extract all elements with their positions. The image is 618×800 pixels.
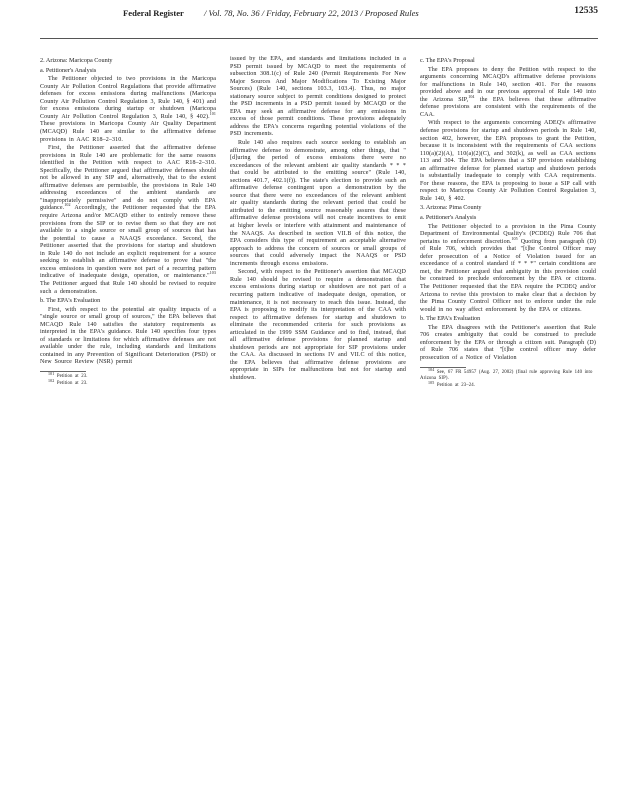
paragraph: The Petitioner objected to two provisions in the Maricopa County Air Pollution Control Regulations that provide affirmative defenses for excess emissions during malfunctions (Maricopa County Air Pollution Control Regulation 3, Rule 140, § 401) and for excess emissions during startup or shutdown (Maricopa County Air Pollution Control Regulation 3, Rule 140, § 402).$^{101}$ These provisions in Maricopa County Air Quality Department (MCAQD) Rule 140 are similar to the affirmative defense provisions in AAC R18–2–310. [40,76,216,143]
footnote: $^{105}$ Petition at 23–24. [428,379,475,388]
footnote: $^{101}$ Petition at 23. [48,371,88,380]
paragraph: issued by the EPA, and standards and limitations included in a PSD permit issued by MCAQD to meet the requirements of subsection 308.1(c) of Rule 240 (Permit Requirements For New Major Sources And Major Modifications To Existing Major Sources) (Rule 140, sections 103.3, 103.4). Thus, no major stationary source subject to permit conditions designed to protect the PSD increments in a PSD permit issued by MCAQD or the EPA may seek an affirmative defense for any emissions in excess of those permit conditions. These provisions adequately address the EPA's concerns regarding potential violations of the PSD increments. [230,56,406,138]
publication-name: Federal Register [123,8,184,18]
page-number: 12535 [574,6,598,16]
page-header [0,0,618,44]
footnote: $^{104}$ See, 67 FR 54957 (Aug. 27, 2002) (final rule approving Rule 140 into Arizona SIP). [420,366,593,381]
footnote-ref[interactable]: 105 [511,235,518,241]
subheading: b. The EPA's Evaluation [40,297,101,305]
paragraph: Rule 140 also requires each source seeking to establish an affirmative defense to demonstrate, among other things, that "[d]uring the period of excess emissions there were no exceedances of the relevant ambient air quality standards * * * that could be attributed to the emitting source" (Rule 140, sections 401.7, 402.1(f)). The state's election to provide such an affirmative defense contingent upon a demonstration by the source that there were no exceedances of the relevant ambient air quality standards during the relevant period that could be attributed to the emitting source reasonably assures that these affirmative defense provisions will not create incentives to emit at higher levels or interfere with attainment and maintenance of the NAAQS. As described in section VII.B of this notice, the EPA considers this type of requirement an acceptable alternative approach to address the concern of sources or small groups of sources that could adversely impact the NAAQS or PSD increments through excess emissions. [230,140,406,267]
subheading: b. The EPA's Evaluation [420,315,481,323]
section-heading: 2. Arizona: Maricopa County [40,57,113,64]
column-right [420,56,596,788]
paragraph: Second, with respect to the Petitioner's assertion that MCAQD Rule 140 should be revised to require a demonstration that excess emissions during startup or shutdown are not part of a recurring pattern indicative of inadequate design, operation, or maintenance, it is not necessary to reach this issue. Instead, the EPA is proposing to modify its interpretation of the CAA with respect to affirmative defenses for startup and shutdown to eliminate the recommended criteria for such provisions as articulated in the 1999 SSM Guidance and to find, instead, that all affirmative defense provisions for planned startup and shutdown periods are not appropriate for SIP provisions under the CAA. As discussed in sections IV and VII.C of this notice, the EPA believes that affirmative defense provisions are appropriate in SIPs for malfunctions but not for startup and shutdown. [230,269,406,381]
footnote-ref[interactable]: 101 [209,110,216,116]
column-left [40,56,216,788]
section-heading: 3. Arizona: Pima County [420,204,482,212]
paragraph: The EPA proposes to deny the Petition with respect to the arguments concerning MCAQD's affirmative defense provisions for malfunctions in Rule 140, section 401. For the reasons provided above and in our previous approval of Rule 140 into the Arizona SIP,$^{104}$ the EPA believes that these affirmative defense provisions are consistent with the requirements of the CAA. [420,66,596,118]
footnote-rule [420,367,466,368]
footnote: $^{102}$ Petition at 23. [48,378,88,387]
paragraph: First, the Petitioner asserted that the affirmative defense provisions in Rule 140 are problematic for the same reasons identified in the Petition with respect to AAC R18–2–310. Specifically, the Petitioner argued that affirmative defenses should not be allowed in any SIP and, alternatively, that to the extent affirmative defenses are permissible, the provisions in Rule 140 addressing exceedances of the ambient standards are "inappropriately permissive" and do not comply with EPA guidance.$^{102}$ Accordingly, the Petitioner requested that the EPA require Arizona and/or MCAQD either to entirely remove these provisions from the SIP or to revise them so that they are not available to a single source or small group of sources that has the potential to cause a NAAQS exceedance. Second, the Petitioner asserted that the provisions for startup and shutdown in Rule 140 do not include an explicit requirement for a source seeking to establish an affirmative defense to prove that "the excess emissions in question were not part of a recurring pattern indicative of inadequate design, operation, or maintenance."$^{103}$ The Petitioner argued that Rule 140 should be revised to require such a demonstration. [40,145,216,295]
issue-info: / Vol. 78, No. 36 / Friday, February 22, 2013 / Proposed Rules [204,8,419,18]
footnote-ref[interactable]: 102 [64,202,71,208]
subheading: a. Petitioner's Analysis [40,66,97,74]
header-rule [40,38,598,39]
column-middle [230,56,406,788]
paragraph: The EPA disagrees with the Petitioner's assertion that Rule 706 creates ambiguity that could be construed to preclude enforcement by the EPA or through a citizen suit. Paragraph (D) of Rule 706 states that "[t]he control officer may defer prosecution of a Notice of Violation [420,324,596,361]
subheading: c. The EPA's Proposal [420,57,475,64]
subheading: a. Petitioner's Analysis [420,214,477,222]
footnote-ref[interactable]: 103 [209,270,216,276]
paragraph: First, with respect to the potential air quality impacts of a "single source or small group of sources," the EPA believes that MCAQD Rule 140 satisfies the statutory requirements as interpreted in the EPA's guidance. Rule 140 specifies four types of standards or limitations for which affirmative defenses are not available under the rule, including standards and limitations contained in any Prevention of Significant Deterioration (PSD) or New Source Review (NSR) permit [40,306,216,366]
footnote-rule [40,371,86,372]
paragraph: With respect to the arguments concerning ADEQ's affirmative defense provisions for startup and shutdown periods in Rule 140, section 402, however, the EPA proposes to grant the Petition, because it is inconsistent with the requirements of CAA sections 110(a)(2)(A), 110(a)(2)(C), and 302(k), as well as CAA sections 113 and 304. The EPA believes that a SIP provision establishing an affirmative defense for planned startup and shutdown periods is substantially inadequate to comply with CAA requirements. For these reasons, the EPA is proposing to issue a SIP call with respect to Maricopa County Air Pollution Control Regulation 3, Rule 140, § 402. [420,120,596,202]
paragraph: The Petitioner objected to a provision in the Pima County Department of Environmental Quality's (PCDEQ) Rule 706 that pertains to enforcement discretion.$^{105}$ Quoting from paragraph (D) of Rule 706, which provides that "[t]he Control Officer may defer prosecution of a Notice of Violation issued for an exceedance of a control standard if * * *" certain conditions are met, the Petitioner argued that ambiguity in this provision could be construed to preclude enforcement by the EPA or citizens. The Petitioner requested that the EPA require the PCDEQ and/or Arizona to revise this provision to make clear that a decision by the Pima County Control Officer not to enforce under the rule would in no way affect enforcement by the EPA or citizens. [420,223,596,313]
footnote-ref[interactable]: 104 [468,93,475,99]
